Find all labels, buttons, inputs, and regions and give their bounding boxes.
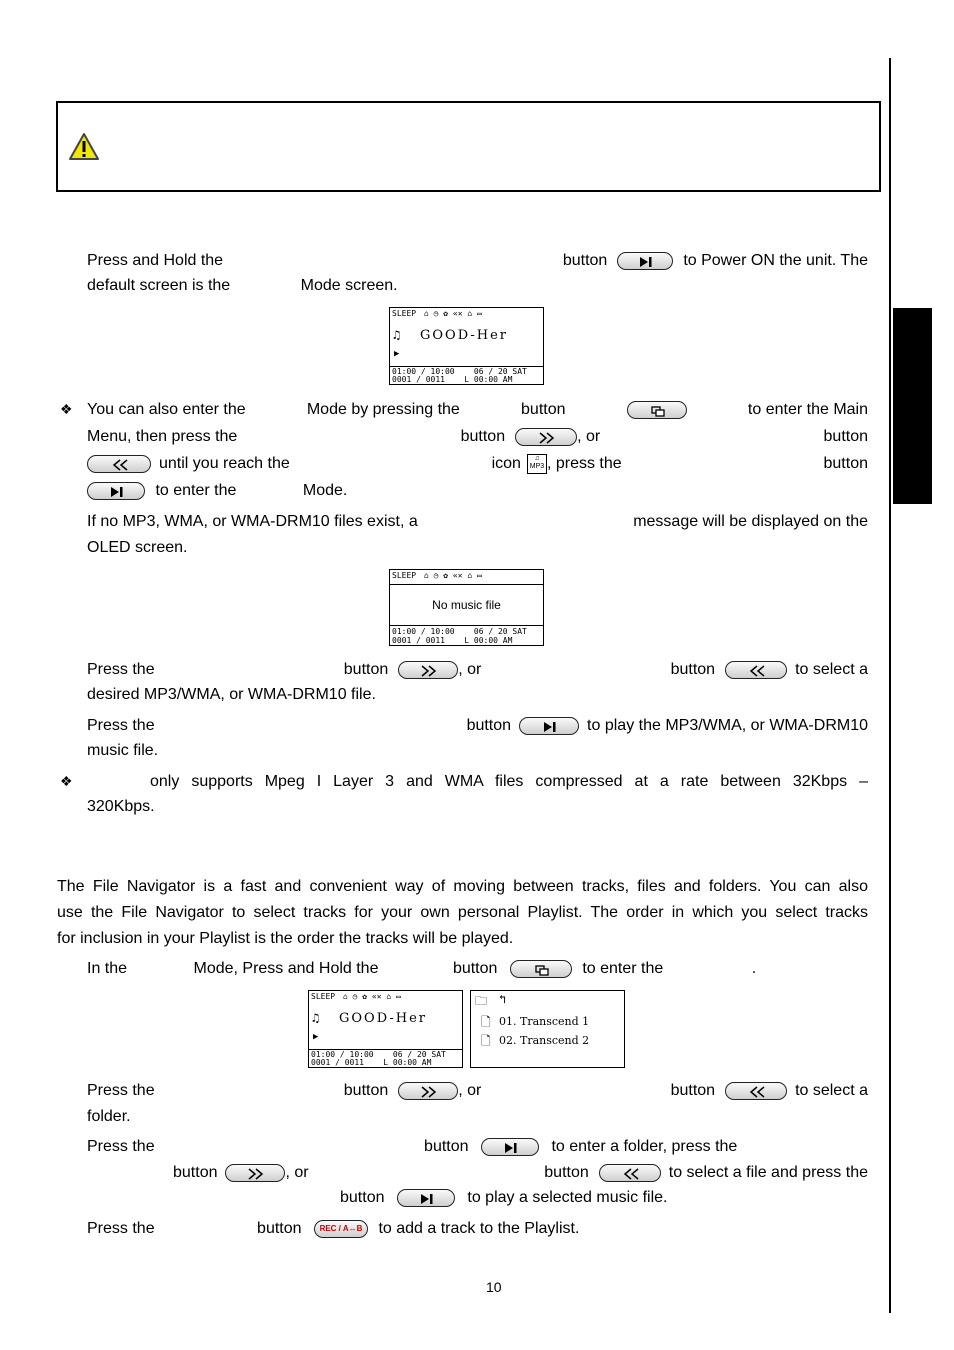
time-row: 01:00 / 10:00 06 / 20 SAT bbox=[392, 367, 527, 376]
play-pause-icon bbox=[88, 483, 146, 501]
previous-button[interactable] bbox=[599, 1164, 661, 1182]
text: Mode screen. bbox=[300, 277, 398, 294]
file-icon: 🗋 bbox=[481, 1034, 491, 1048]
fast-forward-icon bbox=[399, 1083, 459, 1101]
menu-icon bbox=[628, 402, 688, 420]
no-music-screen bbox=[389, 569, 544, 646]
file-navigator-screen bbox=[470, 990, 625, 1068]
text: default screen is the bbox=[87, 277, 231, 294]
play-pause-button[interactable] bbox=[519, 717, 579, 735]
text: . bbox=[751, 960, 757, 977]
text: button bbox=[521, 401, 566, 418]
text: folder. bbox=[87, 1108, 131, 1125]
text: use the File Navigator to select tracks for your own personal Playlist. The order in which you select tracks bbox=[57, 904, 868, 921]
text: button bbox=[823, 455, 868, 472]
music-note-icon: ♫ bbox=[312, 1011, 320, 1025]
status-icons: ⌂ ◷ ✿ «✕ ⌂ ▭ bbox=[343, 992, 401, 1001]
text: to play the MP3/WMA, or WMA-DRM10 bbox=[587, 717, 868, 734]
next-button[interactable] bbox=[398, 661, 458, 679]
file-item[interactable]: 01. Transcend 1 bbox=[499, 1015, 590, 1028]
text: In the bbox=[87, 960, 128, 977]
menu-button[interactable] bbox=[627, 401, 687, 419]
step-select-file bbox=[87, 660, 868, 680]
bullet: ❖ bbox=[60, 773, 73, 789]
folder-icon: 🗀 bbox=[475, 994, 488, 1008]
text: button bbox=[823, 428, 868, 445]
bullet: ❖ bbox=[60, 401, 73, 417]
file-item[interactable]: 02. Transcend 2 bbox=[499, 1034, 590, 1047]
menu-button[interactable] bbox=[510, 960, 572, 978]
step-main-menu bbox=[87, 400, 868, 420]
warning-icon bbox=[68, 132, 100, 162]
text: button bbox=[343, 661, 389, 678]
step-enter-folder bbox=[87, 1137, 868, 1157]
no-music-message: No music file bbox=[432, 598, 501, 612]
text: button bbox=[670, 661, 716, 678]
play-pause-icon bbox=[482, 1139, 540, 1157]
text: message will be displayed on the bbox=[633, 513, 868, 530]
text: icon bbox=[491, 455, 521, 472]
text: to enter a folder, press the bbox=[551, 1138, 738, 1155]
text: , or bbox=[577, 428, 601, 445]
text: to select a bbox=[795, 1082, 868, 1099]
track-row: 0001 / 0011 L 00:00 AM bbox=[392, 375, 513, 384]
rewind-icon bbox=[726, 1083, 788, 1101]
music-note-icon: ♫ bbox=[393, 328, 401, 342]
text: Mode by pressing the bbox=[306, 401, 460, 418]
text: button bbox=[257, 1220, 302, 1237]
text: Press the bbox=[87, 661, 155, 678]
chapter-tab bbox=[893, 308, 932, 504]
fast-forward-icon bbox=[226, 1165, 286, 1183]
text: button bbox=[562, 252, 608, 269]
text: Menu, then press the bbox=[87, 428, 238, 445]
text: , or bbox=[285, 1164, 309, 1181]
time-row: 01:00 / 10:00 06 / 20 SAT bbox=[392, 627, 527, 636]
warning-box bbox=[56, 101, 881, 192]
text: button bbox=[452, 960, 498, 977]
text: Press the bbox=[87, 1082, 155, 1099]
text: Press the bbox=[87, 717, 155, 734]
text: You can also enter the bbox=[87, 401, 246, 418]
text: button bbox=[466, 717, 512, 734]
rewind-icon bbox=[726, 662, 788, 680]
rewind-icon bbox=[600, 1165, 662, 1183]
rec-ab-label: REC / A↔B bbox=[319, 1223, 363, 1233]
previous-button[interactable] bbox=[725, 1082, 787, 1100]
text: , press the bbox=[546, 455, 622, 472]
text: button bbox=[343, 1082, 389, 1099]
text: for inclusion in your Playlist is the order the tracks will be played. bbox=[57, 930, 514, 947]
text: The File Navigator is a fast and convenient way of moving between tracks, files and folders. You can also bbox=[57, 878, 868, 895]
previous-button[interactable] bbox=[87, 455, 151, 473]
status-icons: ⌂ ◷ ✿ «✕ ⌂ ▭ bbox=[424, 309, 482, 318]
text: button bbox=[544, 1164, 589, 1181]
track-title: GOOD-Her bbox=[339, 1011, 428, 1026]
rewind-icon bbox=[88, 456, 152, 474]
step-enter-mode bbox=[87, 481, 347, 501]
menu-icon bbox=[511, 961, 573, 979]
text: Press the bbox=[87, 1138, 155, 1155]
mp3-icon: ♫ MP3 bbox=[527, 454, 547, 474]
text: to select a bbox=[795, 661, 868, 678]
text: Press the bbox=[87, 1220, 155, 1237]
text: to play a selected music file. bbox=[467, 1189, 668, 1206]
page-right-rule bbox=[889, 58, 891, 1313]
step-no-files bbox=[87, 512, 868, 532]
sleep-indicator: SLEEP bbox=[311, 992, 336, 1001]
text: to enter the bbox=[155, 482, 237, 499]
text: music file. bbox=[87, 742, 159, 759]
text: until you reach the bbox=[159, 455, 290, 472]
text: Mode. bbox=[302, 482, 348, 499]
sleep-indicator: SLEEP bbox=[392, 571, 417, 580]
status-icons: ⌂ ◷ ✿ «✕ ⌂ ▭ bbox=[424, 571, 482, 580]
play-pause-button[interactable] bbox=[87, 482, 145, 500]
track-row: 0001 / 0011 L 00:00 AM bbox=[392, 636, 513, 645]
next-button[interactable] bbox=[225, 1164, 285, 1182]
fast-forward-icon bbox=[516, 429, 578, 447]
text: only supports Mpeg I Layer 3 and WMA files compressed at a rate between 32Kbps – bbox=[150, 773, 868, 790]
step-add-playlist bbox=[87, 1219, 579, 1239]
time-row: 01:00 / 10:00 06 / 20 SAT bbox=[311, 1050, 446, 1059]
fast-forward-icon bbox=[399, 662, 459, 680]
sleep-indicator: SLEEP bbox=[392, 309, 417, 318]
text: to add a track to the Playlist. bbox=[378, 1220, 580, 1237]
text: button bbox=[340, 1189, 385, 1206]
back-arrow-icon: ↰ bbox=[499, 992, 507, 1006]
text: , or bbox=[458, 1082, 482, 1099]
text: 320Kbps. bbox=[87, 798, 155, 815]
text: , or bbox=[458, 661, 482, 678]
play-pause-button[interactable] bbox=[617, 252, 673, 270]
step-navigate bbox=[87, 427, 868, 447]
rec-ab-button[interactable] bbox=[314, 1220, 368, 1238]
track-title: GOOD-Her bbox=[420, 328, 509, 343]
text: Mode, Press and Hold the bbox=[193, 960, 379, 977]
text: button bbox=[670, 1082, 716, 1099]
text: to Power ON the unit. The bbox=[683, 252, 868, 269]
track-row: 0001 / 0011 L 00:00 AM bbox=[311, 1058, 432, 1067]
play-icon: ▶ bbox=[394, 349, 400, 359]
step-icon bbox=[87, 454, 868, 474]
text: to select a file and press the bbox=[668, 1164, 868, 1181]
step-file-navigator bbox=[87, 959, 756, 979]
step-play-file bbox=[87, 716, 868, 736]
text: OLED screen. bbox=[87, 539, 188, 556]
play-pause-icon bbox=[398, 1190, 456, 1208]
page-number: 10 bbox=[486, 1279, 502, 1295]
text: button bbox=[173, 1164, 218, 1181]
music-mode-screen bbox=[389, 307, 544, 385]
step-default-screen bbox=[87, 276, 398, 296]
text: button bbox=[460, 428, 506, 445]
play-pause-button[interactable] bbox=[481, 1138, 539, 1156]
play-pause-button[interactable] bbox=[397, 1189, 455, 1207]
text: to enter the bbox=[582, 960, 664, 977]
next-button[interactable] bbox=[398, 1082, 458, 1100]
play-pause-icon bbox=[618, 253, 674, 271]
step-select-folder bbox=[87, 1081, 868, 1101]
step-play-selected bbox=[340, 1188, 667, 1208]
text: to enter the Main bbox=[747, 401, 868, 418]
play-icon: ▶ bbox=[313, 1032, 319, 1042]
text: button bbox=[424, 1138, 469, 1155]
previous-button[interactable] bbox=[725, 661, 787, 679]
step-power-on bbox=[87, 251, 868, 271]
file-icon: 🗋 bbox=[481, 1015, 491, 1029]
play-pause-icon bbox=[520, 718, 580, 736]
next-button[interactable] bbox=[515, 428, 577, 446]
text: Press and Hold the bbox=[87, 252, 224, 269]
text: desired MP3/WMA, or WMA-DRM10 file. bbox=[87, 686, 376, 703]
music-mode-screen-small bbox=[308, 990, 463, 1068]
step-select-track bbox=[173, 1163, 868, 1183]
text: If no MP3, WMA, or WMA-DRM10 files exist, a bbox=[87, 513, 418, 530]
